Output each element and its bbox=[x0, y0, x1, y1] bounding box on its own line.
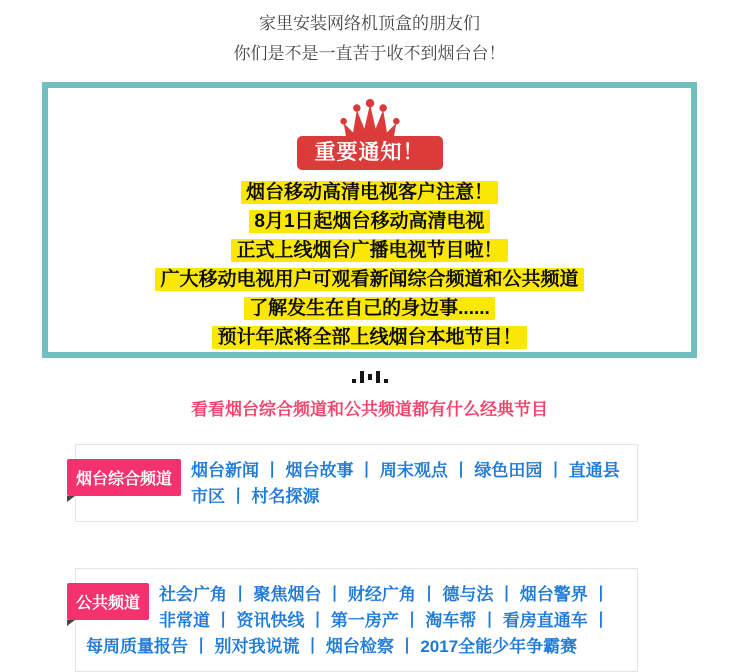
notice-line: 预计年底将全部上线烟台本地节目！ bbox=[48, 323, 691, 352]
section-heading: 看看烟台综合频道和公共频道都有什么经典节目 bbox=[191, 400, 548, 419]
channel-list: 社会广角 丨 聚焦烟台 丨 财经广角 丨 德与法 丨 烟台警界 丨 非常道 丨 资讯快线 丨 第一房产 丨 淘车帮 丨 看房直通车 丨 每周质量报告 丨 别对我说谎 丨 烟台检察 丨 2017全能少年争霸赛 bbox=[86, 585, 610, 656]
intro-text bbox=[0, 0, 739, 69]
channel-group-ribbon: 公共频道 bbox=[67, 583, 149, 620]
notice-line: 烟台移动高清电视客户注意！ bbox=[48, 178, 691, 207]
notice-box bbox=[42, 82, 697, 358]
intro-line-1: 家里安装网络机顶盒的朋友们 bbox=[259, 14, 480, 33]
divider-dots-icon bbox=[0, 371, 739, 383]
intro-line-2: 你们是不是一直苦于收不到烟台台！ bbox=[233, 44, 506, 63]
channel-group-card-yantai-comprehensive bbox=[75, 444, 638, 522]
channel-list: 烟台新闻 丨 烟台故事 丨 周末观点 丨 绿色田园 丨 直通县市区 丨 村名探源 bbox=[191, 461, 620, 506]
important-notice-banner: 重要通知！ bbox=[297, 136, 443, 170]
notice-line: 正式上线烟台广播电视节目啦！ bbox=[48, 236, 691, 265]
channel-group-card-public bbox=[75, 568, 638, 672]
channel-group-ribbon: 烟台综合频道 bbox=[67, 459, 181, 496]
notice-line: 8月1日起烟台移动高清电视 bbox=[48, 207, 691, 236]
notice-line: 了解发生在自己的身边事...... bbox=[48, 294, 691, 323]
notice-line: 广大移动电视用户可观看新闻综合频道和公共频道 bbox=[48, 265, 691, 294]
notice-lines bbox=[48, 178, 691, 352]
